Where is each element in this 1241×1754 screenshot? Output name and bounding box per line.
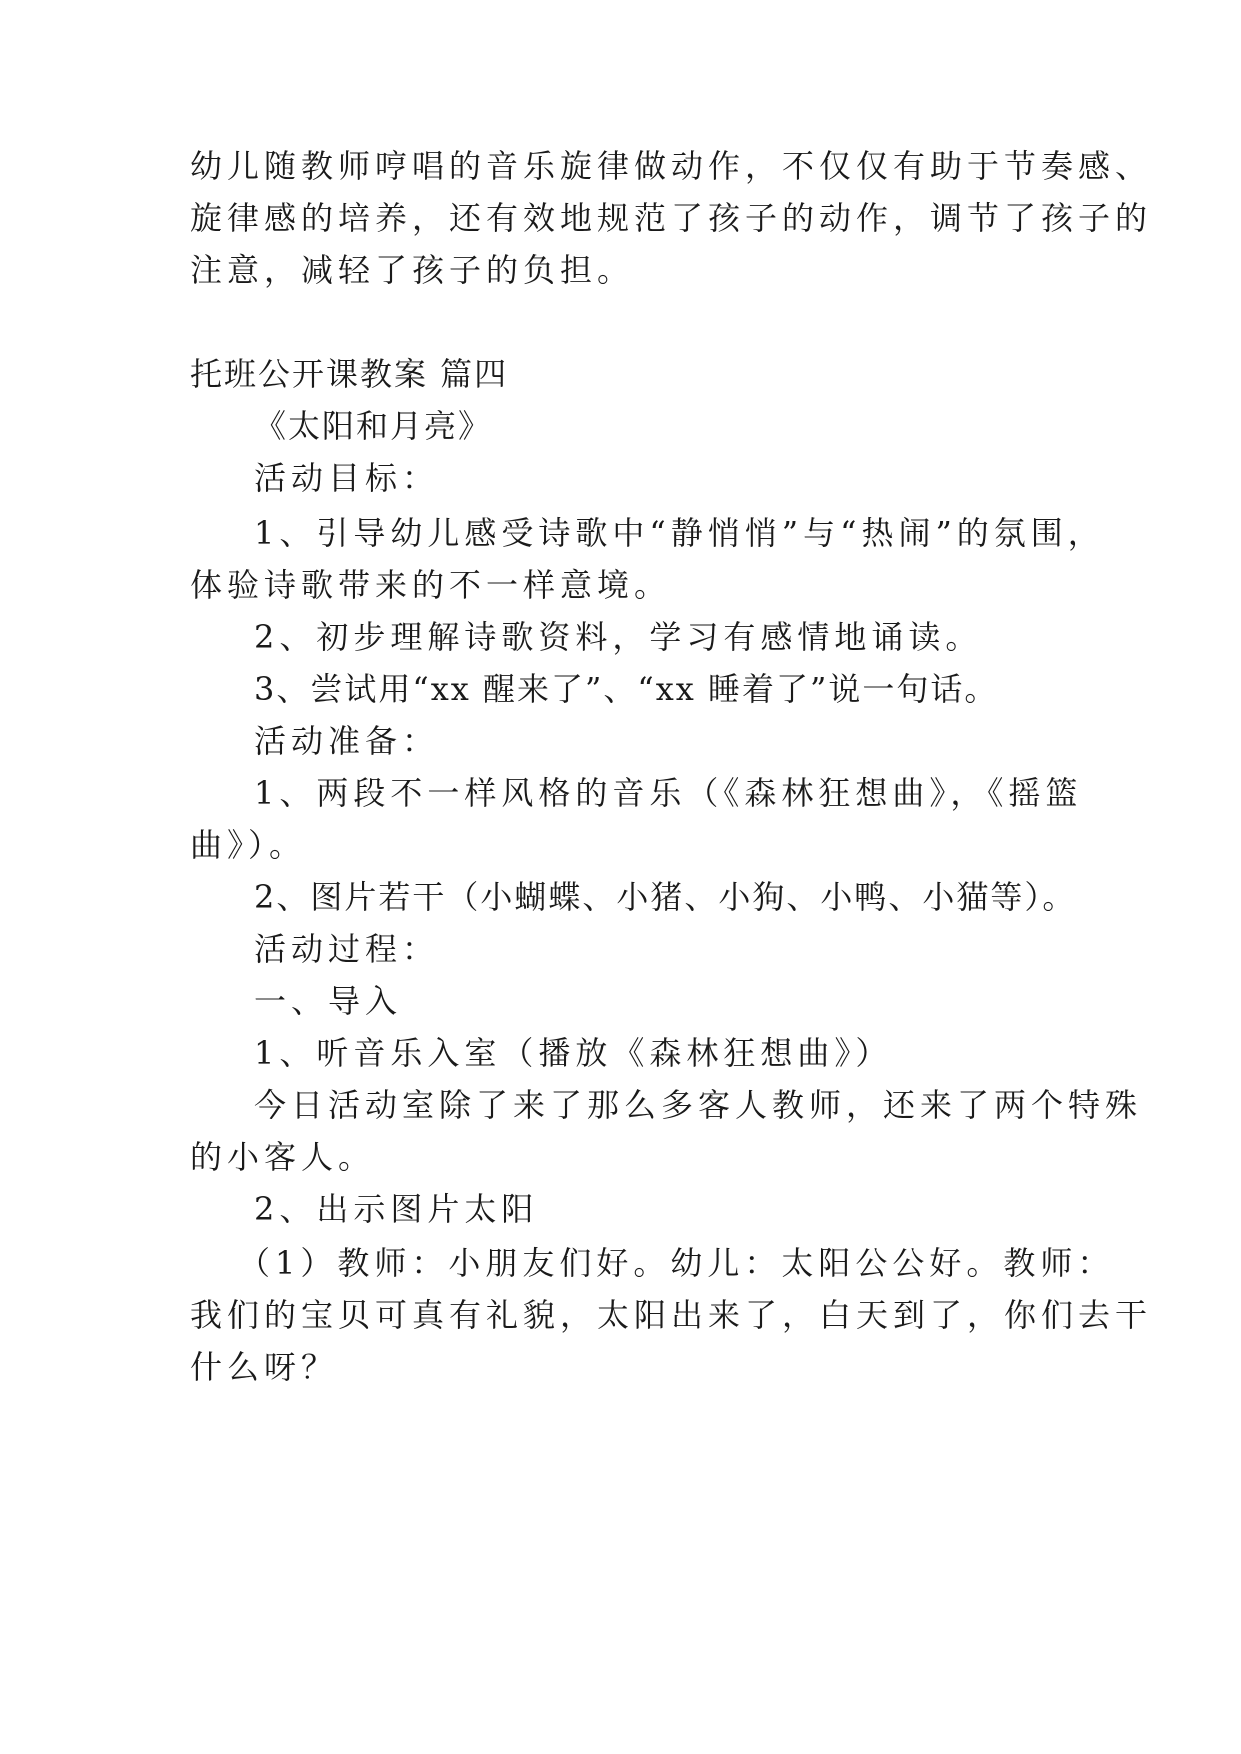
goal-1-line-1: 1、引导幼儿感受诗歌中“静悄悄”与“热闹”的氛围， [254,514,1105,552]
step-2-sub-1-line-1: （1）教师：小朋友们好。幼儿：太阳公公好。教师： [238,1244,1115,1282]
goals-heading: 活动目标： [254,459,440,497]
prep-2: 2、图片若干（小蝴蝶、小猪、小狗、小鸭、小猫等）。 [254,878,1077,916]
step-2-sub-1-line-3: 什么呀？ [190,1348,339,1386]
step-1: 1、听音乐入室（播放《森林狂想曲》） [254,1034,893,1072]
step-2-sub-1-line-2: 我们的宝贝可真有礼貌，太阳出来了，白天到了，你们去干 [190,1296,1153,1334]
goal-2: 2、初步理解诗歌资料，学习有感情地诵读。 [254,618,983,656]
section-heading: 托班公开课教案 篇四 [190,355,509,393]
prep-1-line-2: 曲》）。 [190,826,307,864]
goal-1-line-2: 体验诗歌带来的不一样意境。 [190,566,672,604]
document-page [190,0,1153,1754]
process-part-1: 一、导入 [254,982,403,1020]
step-1-text-line-1: 今日活动室除了来了那么多客人教师，还来了两个特殊 [254,1086,1143,1124]
step-2: 2、出示图片太阳 [254,1190,539,1228]
intro-line-2: 旋律感的培养，还有效地规范了孩子的动作，调节了孩子的 [190,199,1153,237]
process-heading: 活动过程： [254,930,440,968]
intro-line-3: 注意，减轻了孩子的负担。 [190,251,635,289]
lesson-title: 《太阳和月亮》 [254,407,493,445]
prep-1-line-1: 1、两段不一样风格的音乐（《森林狂想曲》，《摇篮 [254,774,1083,812]
goal-3: 3、尝试用“xx 醒来了”、“xx 睡着了”说一句话。 [254,670,999,708]
step-1-text-line-2: 的小客人。 [190,1138,376,1176]
intro-line-1: 幼儿随教师哼唱的音乐旋律做动作，不仅仅有助于节奏感、 [190,147,1153,185]
prep-heading: 活动准备： [254,722,440,760]
